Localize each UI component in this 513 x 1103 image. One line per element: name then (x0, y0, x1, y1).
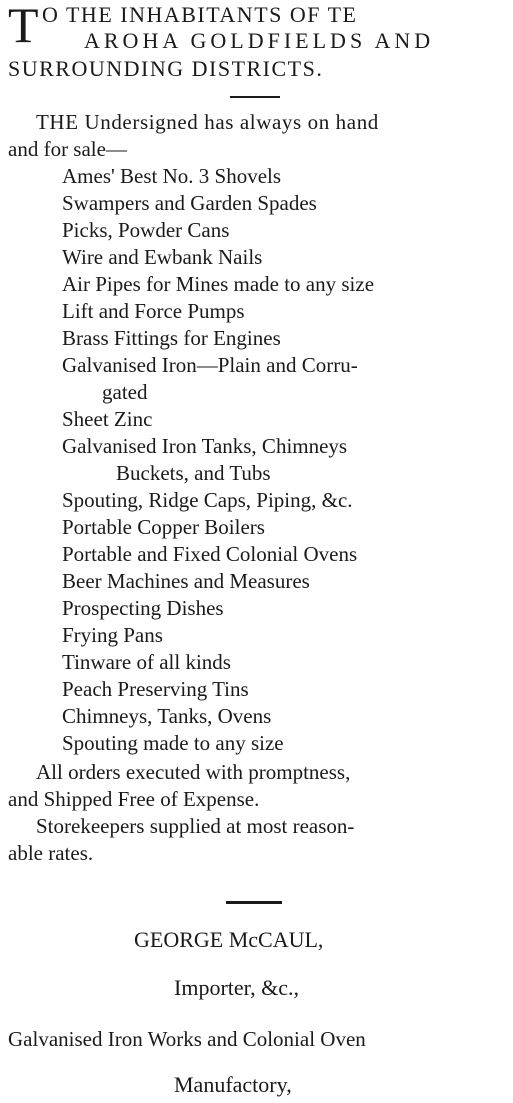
list-item: Brass Fittings for Engines (62, 326, 281, 350)
intro-line-1: THE Undersigned has always on hand (36, 110, 379, 134)
closing-line-1: All orders executed with promptness, (36, 760, 351, 784)
divider-bottom (226, 901, 282, 904)
list-item: Portable and Fixed Colonial Ovens (62, 542, 358, 566)
list-item: Picks, Powder Cans (62, 218, 230, 242)
closing-line-4: able rates. (8, 841, 94, 865)
divider-top (230, 96, 280, 98)
list-item: Sheet Zinc (62, 407, 153, 431)
list-item: Air Pipes for Mines made to any size (62, 272, 375, 296)
closing-line-2: and Shipped Free of Expense. (8, 787, 260, 811)
list-item: Wire and Ewbank Nails (62, 245, 263, 269)
list-item: Spouting, Ridge Caps, Piping, &c. (62, 488, 353, 512)
list-item: Peach Preserving Tins (62, 677, 249, 701)
list-item: Chimneys, Tanks, Ovens (62, 704, 272, 728)
heading-line-2: AROHA GOLDFIELDS AND (84, 28, 435, 53)
list-item-continuation: gated (102, 380, 148, 404)
list-item: Prospecting Dishes (62, 596, 224, 620)
list-item: Galvanised Iron Tanks, Chimneys (62, 434, 348, 458)
list-item: Beer Machines and Measures (62, 569, 310, 593)
list-item: Swampers and Garden Spades (62, 191, 317, 215)
merchant-name: GEORGE McCAUL, (134, 927, 324, 952)
list-item: Spouting made to any size (62, 731, 284, 755)
heading-line-1: O THE INHABITANTS OF TE (42, 2, 358, 27)
list-item: Ames' Best No. 3 Shovels (62, 164, 282, 188)
list-item: Tinware of all kinds (62, 650, 231, 674)
list-item: Lift and Force Pumps (62, 299, 245, 323)
merchant-title: Importer, &c., (174, 975, 299, 1000)
intro-line-2: and for sale— (8, 137, 127, 161)
list-item: Galvanised Iron—Plain and Corru- (62, 353, 358, 377)
closing-line-3: Storekeepers supplied at most reason- (36, 814, 355, 838)
merchant-business: Galvanised Iron Works and Colonial Oven (8, 1027, 366, 1051)
heading-line-3: SURROUNDING DISTRICTS. (8, 56, 324, 81)
list-item: Portable Copper Boilers (62, 515, 265, 539)
list-item-continuation: Buckets, and Tubs (116, 461, 271, 485)
drop-cap: T (8, 0, 39, 53)
merchant-business-cont: Manufactory, (174, 1072, 292, 1097)
list-item: Frying Pans (62, 623, 163, 647)
